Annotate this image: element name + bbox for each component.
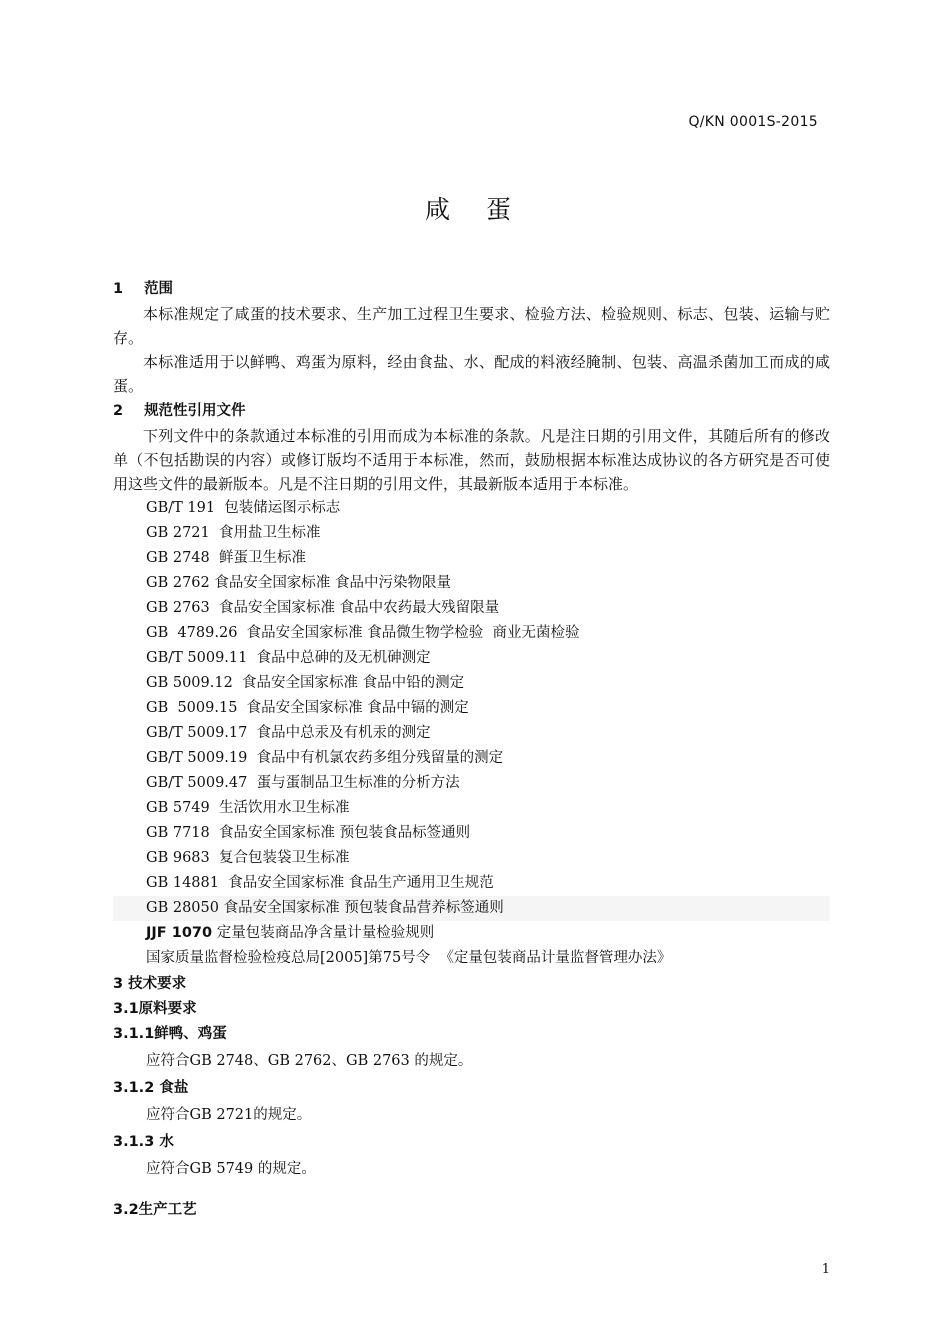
section-title: 规范性引用文件 (144, 403, 246, 419)
page-number: 1 (821, 1262, 830, 1277)
reference-item: GB 2748 鲜蛋卫生标准 (146, 550, 306, 566)
reference-item: GB 5009.15 食品安全国家标准 食品中镉的测定 (146, 700, 469, 716)
reference-item-highlighted: GB 28050 食品安全国家标准 预包装食品营养标签通则 (113, 896, 830, 921)
reference-item: GB/T 191 包装储运图示标志 (146, 500, 341, 516)
scope-paragraph-1: 本标准规定了咸蛋的技术要求、生产加工过程卫生要求、检验方法、检验规则、标志、包装、运输与贮存。 (113, 305, 830, 347)
reference-item: GB 14881 食品安全国家标准 食品生产通用卫生规范 (146, 875, 494, 891)
reference-item: GB 4789.26 食品安全国家标准 食品微生物学检验 商业无菌检验 (146, 625, 580, 641)
subsection-heading-raw-materials: 3.1原料要求 (113, 1001, 197, 1017)
eggs-requirement: 应符合GB 2748、GB 2762、GB 2763 的规定。 (146, 1053, 473, 1069)
section-title: 范围 (144, 281, 174, 297)
document-title: 咸 蛋 (425, 195, 525, 224)
references-paragraph: 下列文件中的条款通过本标准的引用而成为本标准的条款。凡是注日期的引用文件，其随后所有的修改单（不包括勘误的内容）或修订版均不适用于本标准，然而，鼓励根据本标准达成协议的各方研究是否可使用这些文件的最新版本。凡是不注日期的引用文件，其最新版本适用于本标准。 (113, 427, 830, 493)
section-heading-technical: 3 技术要求 (113, 976, 187, 992)
reference-item: GB 2762 食品安全国家标准 食品中污染物限量 (146, 575, 451, 591)
subsection-heading-process: 3.2生产工艺 (113, 1202, 197, 1218)
section-heading-references (113, 399, 830, 423)
reference-item: GB 5009.12 食品安全国家标准 食品中铅的测定 (146, 675, 465, 691)
reference-item: 国家质量监督检验检疫总局[2005]第75号令 《定量包装商品计量监督管理办法》 (146, 950, 672, 966)
reference-title: 定量包装商品净含量计量检验规则 (212, 925, 435, 941)
section-number: 2 (113, 403, 124, 419)
reference-item: GB 9683 复合包装袋卫生标准 (146, 850, 350, 866)
reference-item: GB/T 5009.19 食品中有机氯农药多组分残留量的测定 (146, 750, 504, 766)
salt-requirement: 应符合GB 2721的规定。 (146, 1107, 312, 1123)
reference-item: GB 2721 食用盐卫生标准 (146, 525, 321, 541)
section-number: 1 (113, 281, 124, 297)
reference-item: GB 2763 食品安全国家标准 食品中农药最大残留限量 (146, 600, 500, 616)
reference-code: JJF 1070 (146, 925, 213, 941)
document-code: Q/KN 0001S-2015 (688, 114, 818, 130)
reference-item: GB/T 5009.47 蛋与蛋制品卫生标准的分析方法 (146, 775, 460, 791)
reference-item: GB 5749 生活饮用水卫生标准 (146, 800, 350, 816)
reference-item: GB/T 5009.17 食品中总汞及有机汞的测定 (146, 725, 431, 741)
reference-item (113, 921, 830, 946)
water-requirement: 应符合GB 5749 的规定。 (146, 1161, 316, 1177)
document-body (113, 276, 830, 1223)
reference-item: GB 7718 食品安全国家标准 预包装食品标签通则 (146, 825, 471, 841)
spacer (113, 1183, 830, 1197)
subsection-heading-salt: 3.1.2 食盐 (113, 1080, 189, 1096)
scope-paragraph-2: 本标准适用于以鲜鸭、鸡蛋为原料，经由食盐、水、配成的料液经腌制、包装、高温杀菌加工而成的咸蛋。 (113, 353, 830, 395)
subsection-heading-eggs: 3.1.1鲜鸭、鸡蛋 (113, 1026, 227, 1042)
section-heading-scope (113, 277, 830, 301)
subsection-heading-water: 3.1.3 水 (113, 1134, 174, 1150)
reference-item: GB/T 5009.11 食品中总砷的及无机砷测定 (146, 650, 431, 666)
